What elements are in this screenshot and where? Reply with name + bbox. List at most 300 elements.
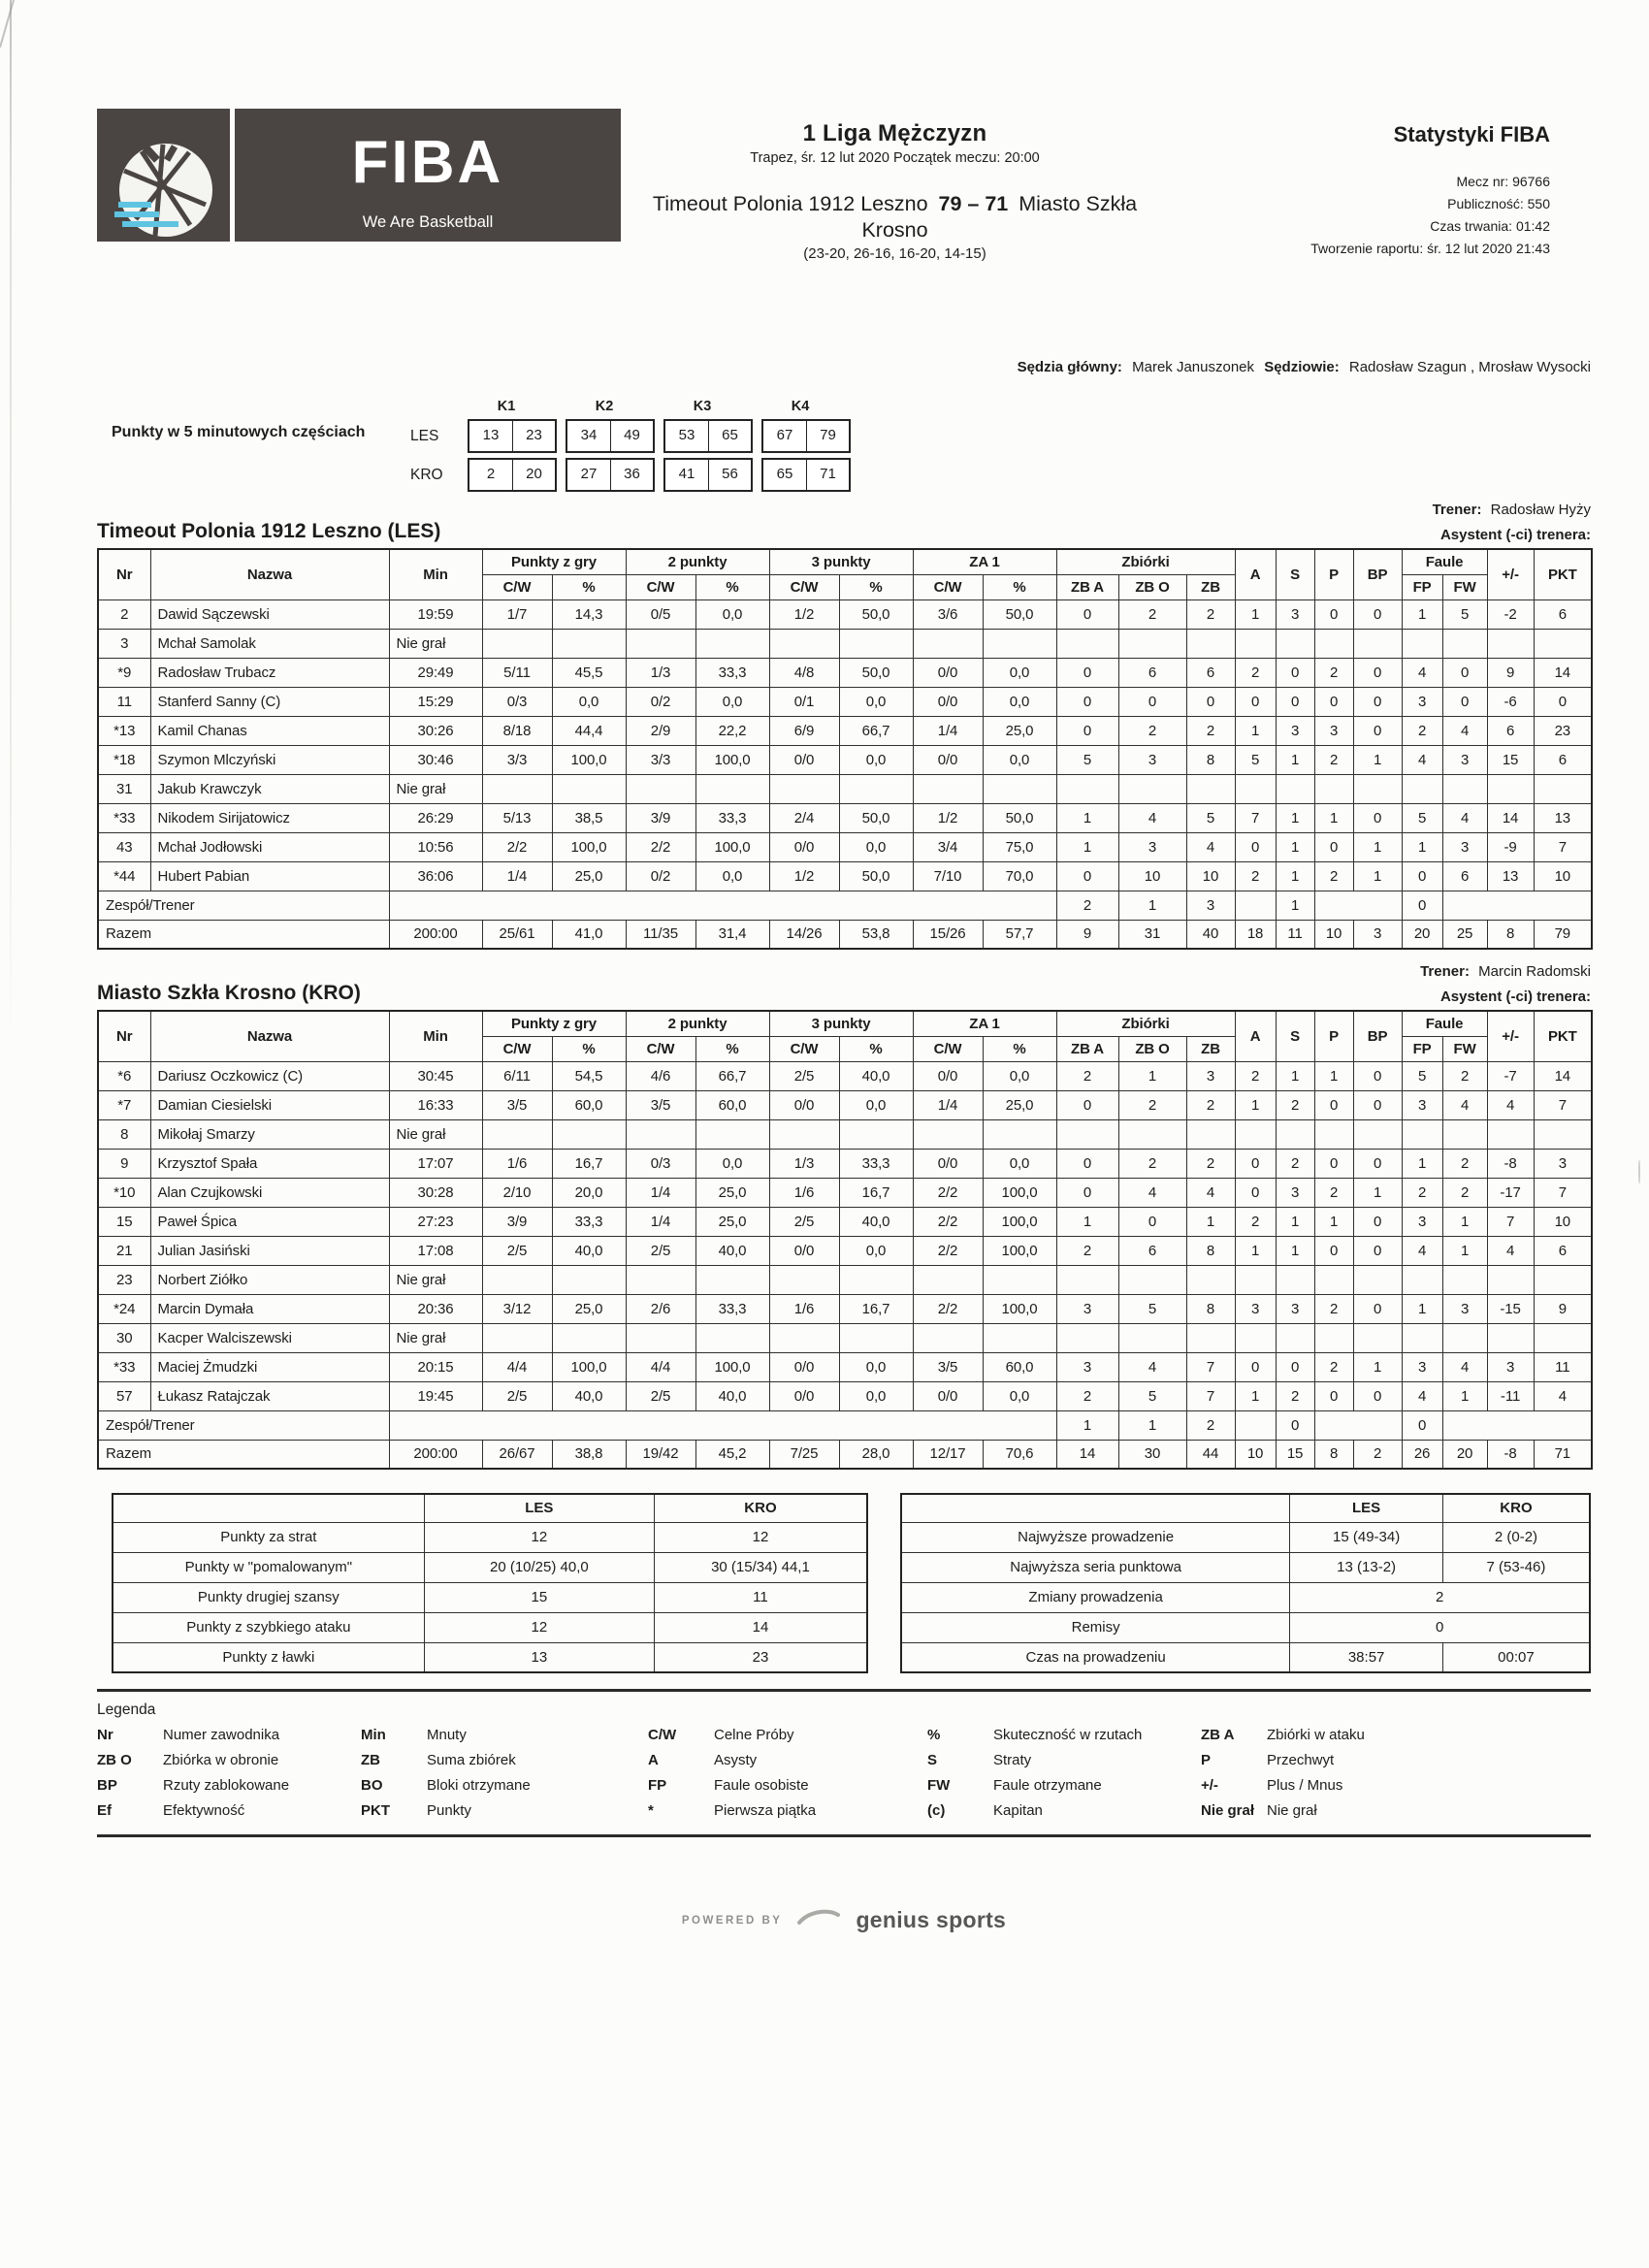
stat-cell [1442, 1323, 1487, 1352]
stat-cell: 0,0 [839, 745, 913, 774]
quarter-score-value: 36 [610, 460, 653, 490]
stat-cell: 20:15 [389, 1352, 482, 1381]
column-header: C/W [482, 574, 552, 599]
stat-cell [1442, 1119, 1487, 1149]
stat-cell: 5/11 [482, 658, 552, 687]
legend-abbr: FW [927, 1777, 951, 1794]
stat-cell [1442, 774, 1487, 803]
period-label: K1 [497, 399, 516, 414]
stat-cell: 8/18 [482, 716, 552, 745]
stat-cell [1402, 1119, 1442, 1149]
stat-cell: 2/5 [769, 1061, 839, 1090]
column-header: Nr [98, 1011, 150, 1061]
stat-cell: 0/0 [769, 832, 839, 861]
stat-cell: 3 [1534, 1149, 1592, 1178]
stat-cell: 6 [1487, 716, 1534, 745]
stat-cell: 1 [1276, 745, 1314, 774]
stat-cell: 1 [1276, 861, 1314, 891]
legend-abbr: (c) [927, 1802, 946, 1819]
team-row-label: Zespół/Trener [98, 891, 389, 920]
player-row [98, 658, 1592, 687]
stat-cell: 54,5 [552, 1061, 626, 1090]
column-header: LES [424, 1494, 654, 1522]
stat-cell: 2/2 [913, 1236, 983, 1265]
player-number: *7 [98, 1090, 150, 1119]
stat-cell: 2 [1118, 716, 1186, 745]
stat-cell: 1 [1235, 599, 1276, 629]
stat-cell [1353, 1323, 1402, 1352]
stat-cell: 1 [1314, 1061, 1353, 1090]
legend-item [927, 1752, 1201, 1768]
stat-cell: -15 [1487, 1294, 1534, 1323]
legend-item [1201, 1777, 1492, 1794]
player-row [98, 1207, 1592, 1236]
column-header: BP [1353, 1011, 1402, 1061]
stat-cell: 0 [1056, 1178, 1118, 1207]
column-header: Zbiórki [1056, 1011, 1235, 1036]
stat-cell [1056, 629, 1118, 658]
legend-item [927, 1727, 1201, 1743]
stat-cell: 0,0 [983, 658, 1056, 687]
fiba-tagline: We Are Basketball [362, 213, 494, 231]
column-header: C/W [626, 1036, 695, 1061]
stat-cell: 17:08 [389, 1236, 482, 1265]
stat-cell: 2 [1314, 1294, 1353, 1323]
stat-cell [1487, 1119, 1534, 1149]
stat-cell: 6/11 [482, 1061, 552, 1090]
stat-cell: 2/2 [913, 1207, 983, 1236]
scan-right-artifact [1638, 1160, 1640, 1183]
stat-cell: 10 [1186, 861, 1235, 891]
stat-cell: 0/0 [913, 1149, 983, 1178]
player-number: 15 [98, 1207, 150, 1236]
stat-cell [1186, 1119, 1235, 1149]
stat-cell: 2/9 [626, 716, 695, 745]
away-team-name: Miasto Szkła [1018, 192, 1138, 215]
stat-cell: 0 [1314, 599, 1353, 629]
stat-cell: 0/2 [626, 861, 695, 891]
player-name: Mchał Jodłowski [150, 832, 389, 861]
player-row [98, 832, 1592, 861]
column-header: +/- [1487, 1011, 1534, 1061]
stat-cell [1276, 774, 1314, 803]
stat-cell [389, 1410, 1056, 1440]
stat-cell: 0 [1235, 1178, 1276, 1207]
legend-abbr: +/- [1201, 1777, 1218, 1794]
stat-cell [1186, 1265, 1235, 1294]
legend-desc: Kapitan [993, 1802, 1043, 1819]
player-number: *6 [98, 1061, 150, 1090]
stat-cell: 66,7 [839, 716, 913, 745]
player-row [98, 745, 1592, 774]
summary-row [113, 1522, 867, 1552]
stat-cell: 3 [1276, 716, 1314, 745]
dnp-cell: Nie grał [389, 774, 482, 803]
stat-cell: 33,3 [839, 1149, 913, 1178]
totals-row [98, 1440, 1592, 1469]
stat-cell [1487, 1265, 1534, 1294]
column-header: Punkty z gry [482, 549, 626, 574]
stat-cell: 0 [1186, 687, 1235, 716]
stat-cell: 5 [1118, 1294, 1186, 1323]
player-row [98, 1294, 1592, 1323]
stat-cell: -2 [1487, 599, 1534, 629]
stat-cell: 3 [1402, 687, 1442, 716]
quarter-score-box [468, 419, 557, 453]
stat-cell: 8 [1314, 1440, 1353, 1469]
stat-cell [913, 1323, 983, 1352]
stat-cell: 33,3 [695, 1294, 769, 1323]
stat-cell [1118, 774, 1186, 803]
column-header: KRO [1442, 1494, 1590, 1522]
stat-cell: 0/0 [913, 1061, 983, 1090]
player-number: 43 [98, 832, 150, 861]
player-name: Hubert Pabian [150, 861, 389, 891]
fiba-text: FIBA [351, 128, 504, 196]
stat-cell: 0/2 [626, 687, 695, 716]
quarter-score-value: 65 [708, 421, 751, 451]
stat-cell: 1 [1118, 1061, 1186, 1090]
stat-cell [1487, 774, 1534, 803]
stat-cell: 22,2 [695, 716, 769, 745]
stat-cell: 1 [1118, 1410, 1186, 1440]
stat-cell: 2 [1314, 658, 1353, 687]
stat-cell: 3 [1402, 1352, 1442, 1381]
stat-cell: 0 [1353, 1236, 1402, 1265]
stat-cell: 0 [1235, 832, 1276, 861]
summary-value-les: 38:57 [1290, 1642, 1443, 1672]
stat-cell: 0 [1276, 687, 1314, 716]
stat-cell: 4/8 [769, 658, 839, 687]
stat-cell: 2/5 [626, 1236, 695, 1265]
column-header: PKT [1534, 549, 1592, 599]
stat-cell: 50,0 [839, 861, 913, 891]
header-row [98, 1011, 1592, 1036]
stat-cell: 2 [1056, 1061, 1118, 1090]
stat-cell: 7 [1235, 803, 1276, 832]
stat-cell: 0 [1056, 1090, 1118, 1119]
stat-cell [482, 774, 552, 803]
player-row [98, 599, 1592, 629]
stat-cell: 2 [1056, 1381, 1118, 1410]
stat-cell: -8 [1487, 1440, 1534, 1469]
stat-cell: 3/5 [913, 1352, 983, 1381]
match-info-lines [1164, 171, 1550, 260]
column-header: KRO [655, 1494, 867, 1522]
legend-grid [97, 1727, 1591, 1819]
stat-cell: 31 [1118, 920, 1186, 949]
stat-cell [839, 1323, 913, 1352]
stat-cell: 2 [1056, 1236, 1118, 1265]
final-score: 79 – 71 [938, 192, 1009, 215]
stat-cell: 13 [1487, 861, 1534, 891]
team-bench-row [98, 1410, 1592, 1440]
column-header: Faule [1402, 549, 1487, 574]
stat-cell: 60,0 [552, 1090, 626, 1119]
summary-row [901, 1552, 1590, 1582]
legend-item [97, 1727, 361, 1743]
stat-cell [913, 1265, 983, 1294]
stat-cell: 38,5 [552, 803, 626, 832]
stat-cell: 0,0 [839, 1352, 913, 1381]
stat-cell: 15 [1487, 745, 1534, 774]
stat-cell [1235, 1323, 1276, 1352]
column-header: P [1314, 1011, 1353, 1061]
stat-cell: 3 [1276, 1294, 1314, 1323]
stat-cell [1534, 629, 1592, 658]
player-number: *33 [98, 803, 150, 832]
stat-cell: 1 [1442, 1207, 1487, 1236]
stat-cell: 7 [1534, 1178, 1592, 1207]
column-header: ZB A [1056, 1036, 1118, 1061]
column-header: Min [389, 549, 482, 599]
match-number: Mecz nr: 96766 [1456, 174, 1550, 189]
legend-abbr: Min [361, 1727, 386, 1743]
stat-cell: 4 [1442, 803, 1487, 832]
player-row [98, 1061, 1592, 1090]
summary-value-kro: 7 (53-46) [1442, 1552, 1590, 1582]
stat-cell: 10 [1118, 861, 1186, 891]
stat-cell: 0/0 [913, 745, 983, 774]
leads-summary-table [900, 1493, 1591, 1673]
stat-cell: 0 [1314, 1381, 1353, 1410]
stat-cell: 1 [1056, 1207, 1118, 1236]
stat-cell [1314, 1410, 1402, 1440]
column-header: S [1276, 1011, 1314, 1061]
player-name: Paweł Śpica [150, 1207, 389, 1236]
column-header: Min [389, 1011, 482, 1061]
stat-cell: 2 [1442, 1178, 1487, 1207]
player-number: *13 [98, 716, 150, 745]
stat-cell: 0 [1056, 861, 1118, 891]
stat-cell: 0/0 [769, 745, 839, 774]
stat-cell: 3/6 [913, 599, 983, 629]
stat-cell: 2 [1442, 1149, 1487, 1178]
legend-item [361, 1727, 648, 1743]
head-referee-label: Sędzia główny: [1017, 359, 1122, 375]
stat-cell: 3 [1402, 1207, 1442, 1236]
stat-cell: 26 [1402, 1440, 1442, 1469]
stat-cell: 1/2 [769, 599, 839, 629]
stat-cell: 1 [1276, 891, 1314, 920]
stat-cell: 2 [1186, 599, 1235, 629]
stat-cell: 1/6 [769, 1178, 839, 1207]
stat-cell: 0 [1353, 716, 1402, 745]
stat-cell [913, 629, 983, 658]
stat-cell: 7 [1186, 1352, 1235, 1381]
period-label: K4 [791, 399, 810, 414]
summary-value-les: 15 [424, 1582, 654, 1612]
stat-cell: 2 [1314, 861, 1353, 891]
stat-cell: 3 [1276, 599, 1314, 629]
stat-cell [1402, 629, 1442, 658]
stat-cell: 0/3 [626, 1149, 695, 1178]
stat-cell [1276, 629, 1314, 658]
stat-cell [913, 774, 983, 803]
stat-cell: 60,0 [983, 1352, 1056, 1381]
stat-cell: 0/0 [769, 1352, 839, 1381]
stat-cell: 2/2 [913, 1294, 983, 1323]
points-summary-table [112, 1493, 868, 1673]
stat-cell: 1 [1056, 1410, 1118, 1440]
stat-cell: 1 [1276, 803, 1314, 832]
coach-label: Trener: [1432, 502, 1482, 518]
column-header: ZB O [1118, 574, 1186, 599]
stat-cell [1186, 1323, 1235, 1352]
column-header: C/W [913, 1036, 983, 1061]
stat-cell: 7 [1487, 1207, 1534, 1236]
stat-cell: 0 [1056, 599, 1118, 629]
player-number: 11 [98, 687, 150, 716]
summary-value-les: 13 [424, 1642, 654, 1672]
stat-cell: 25,0 [695, 1207, 769, 1236]
stat-cell [1118, 1323, 1186, 1352]
column-header: FW [1442, 1036, 1487, 1061]
stat-cell: 4/4 [482, 1352, 552, 1381]
player-row [98, 1090, 1592, 1119]
stat-cell: 45,5 [552, 658, 626, 687]
stat-cell [839, 1265, 913, 1294]
legend-title: Legenda [97, 1701, 156, 1718]
stat-cell: 30:45 [389, 1061, 482, 1090]
stat-cell: 4 [1186, 1178, 1235, 1207]
stat-cell: 2/2 [626, 832, 695, 861]
column-header: % [552, 574, 626, 599]
legend-abbr: % [927, 1727, 941, 1743]
player-row [98, 629, 1592, 658]
stat-cell: 16,7 [839, 1178, 913, 1207]
column-header: C/W [482, 1036, 552, 1061]
legend-item [97, 1752, 361, 1768]
stat-cell: 0,0 [839, 1236, 913, 1265]
player-row [98, 1236, 1592, 1265]
stat-cell: 4 [1487, 1236, 1534, 1265]
dnp-cell: Nie grał [389, 1265, 482, 1294]
stat-cell: 2 [1353, 1440, 1402, 1469]
stat-cell [1314, 629, 1353, 658]
column-header: % [695, 574, 769, 599]
stat-cell [1487, 1323, 1534, 1352]
stat-cell: 0 [1353, 599, 1402, 629]
stat-cell: 2/5 [769, 1207, 839, 1236]
column-header: % [983, 1036, 1056, 1061]
period-label: K2 [595, 399, 614, 414]
stat-cell [695, 1119, 769, 1149]
match-meta: Trapez, śr. 12 lut 2020 Początek meczu: 20:00 [750, 150, 1040, 166]
stat-cell: 11 [1534, 1352, 1592, 1381]
stat-cell: 0,0 [552, 687, 626, 716]
stat-cell: 0 [1353, 803, 1402, 832]
player-row [98, 1352, 1592, 1381]
stat-cell: 1/4 [913, 1090, 983, 1119]
player-number: 8 [98, 1119, 150, 1149]
stat-cell [1402, 1323, 1442, 1352]
stat-cell: 1 [1314, 803, 1353, 832]
stat-cell: 3 [1353, 920, 1402, 949]
stat-cell: 1/2 [769, 861, 839, 891]
stat-cell: 1 [1235, 1090, 1276, 1119]
stat-cell: 0/0 [769, 1090, 839, 1119]
stat-cell [839, 774, 913, 803]
legend-abbr: S [927, 1752, 938, 1768]
stat-cell: 7 [1534, 832, 1592, 861]
stat-cell: 14 [1534, 1061, 1592, 1090]
legend-item [361, 1752, 648, 1768]
player-number: *33 [98, 1352, 150, 1381]
stat-cell: 100,0 [552, 1352, 626, 1381]
stat-cell: 6 [1534, 1236, 1592, 1265]
stat-cell: 0 [1314, 1090, 1353, 1119]
totals-row [98, 920, 1592, 949]
player-number: *44 [98, 861, 150, 891]
stat-cell: 16,7 [839, 1294, 913, 1323]
stat-cell: 6 [1118, 1236, 1186, 1265]
stat-cell: 3 [1442, 1294, 1487, 1323]
stat-cell: 0,0 [983, 745, 1056, 774]
team-code: LES [410, 427, 439, 444]
quarter-score-box [663, 458, 753, 492]
summary-label: Zmiany prowadzenia [901, 1582, 1290, 1612]
stat-cell [1235, 891, 1276, 920]
stat-cell: 0 [1118, 1207, 1186, 1236]
stat-cell [839, 1119, 913, 1149]
summary-value-kro: 00:07 [1442, 1642, 1590, 1672]
team-section-head-les [97, 520, 1591, 543]
summary-value-kro: 2 (0-2) [1442, 1522, 1590, 1552]
summary-value: 0 [1290, 1612, 1590, 1642]
stat-cell: 2/4 [769, 803, 839, 832]
player-number: *9 [98, 658, 150, 687]
quarter-score-value: 20 [512, 460, 555, 490]
summary-label: Najwyższe prowadzenie [901, 1522, 1290, 1552]
column-header: 2 punkty [626, 1011, 769, 1036]
stat-cell [1314, 1323, 1353, 1352]
stat-cell: 25,0 [552, 1294, 626, 1323]
stat-cell: 10 [1235, 1440, 1276, 1469]
stat-cell: 6 [1442, 861, 1487, 891]
stat-cell [1534, 1323, 1592, 1352]
away-team-name-wrap: Krosno [861, 218, 928, 242]
stat-cell: 2 [1118, 599, 1186, 629]
stat-cell: 2 [1276, 1090, 1314, 1119]
referees-label: Sędziowie: [1264, 359, 1340, 375]
stat-cell: 50,0 [839, 803, 913, 832]
stat-cell: 4 [1402, 658, 1442, 687]
stat-cell: 100,0 [552, 832, 626, 861]
summary-value-kro: 30 (15/34) 44,1 [655, 1552, 867, 1582]
report-title: Statystyki FIBA [1393, 122, 1550, 146]
stat-cell: 3/3 [482, 745, 552, 774]
stat-cell: 7/10 [913, 861, 983, 891]
stat-cell: 40,0 [552, 1236, 626, 1265]
column-header: 3 punkty [769, 549, 913, 574]
stat-cell: 6/9 [769, 716, 839, 745]
stat-cell: 1 [1235, 1381, 1276, 1410]
player-number: 9 [98, 1149, 150, 1178]
stat-cell: 70,0 [983, 861, 1056, 891]
stat-cell: 9 [1056, 920, 1118, 949]
stat-cell: 2 [1276, 1149, 1314, 1178]
stat-cell [1276, 1323, 1314, 1352]
divider-rule [97, 1689, 1591, 1692]
stat-cell: 2 [1402, 716, 1442, 745]
stat-cell: 100,0 [695, 1352, 769, 1381]
stat-cell: 1/2 [913, 803, 983, 832]
stat-cell: 5 [1402, 1061, 1442, 1090]
stat-cell: 4/6 [626, 1061, 695, 1090]
summary-label: Punkty w "pomalowanym" [113, 1552, 424, 1582]
quarter-score-value: 56 [708, 460, 751, 490]
